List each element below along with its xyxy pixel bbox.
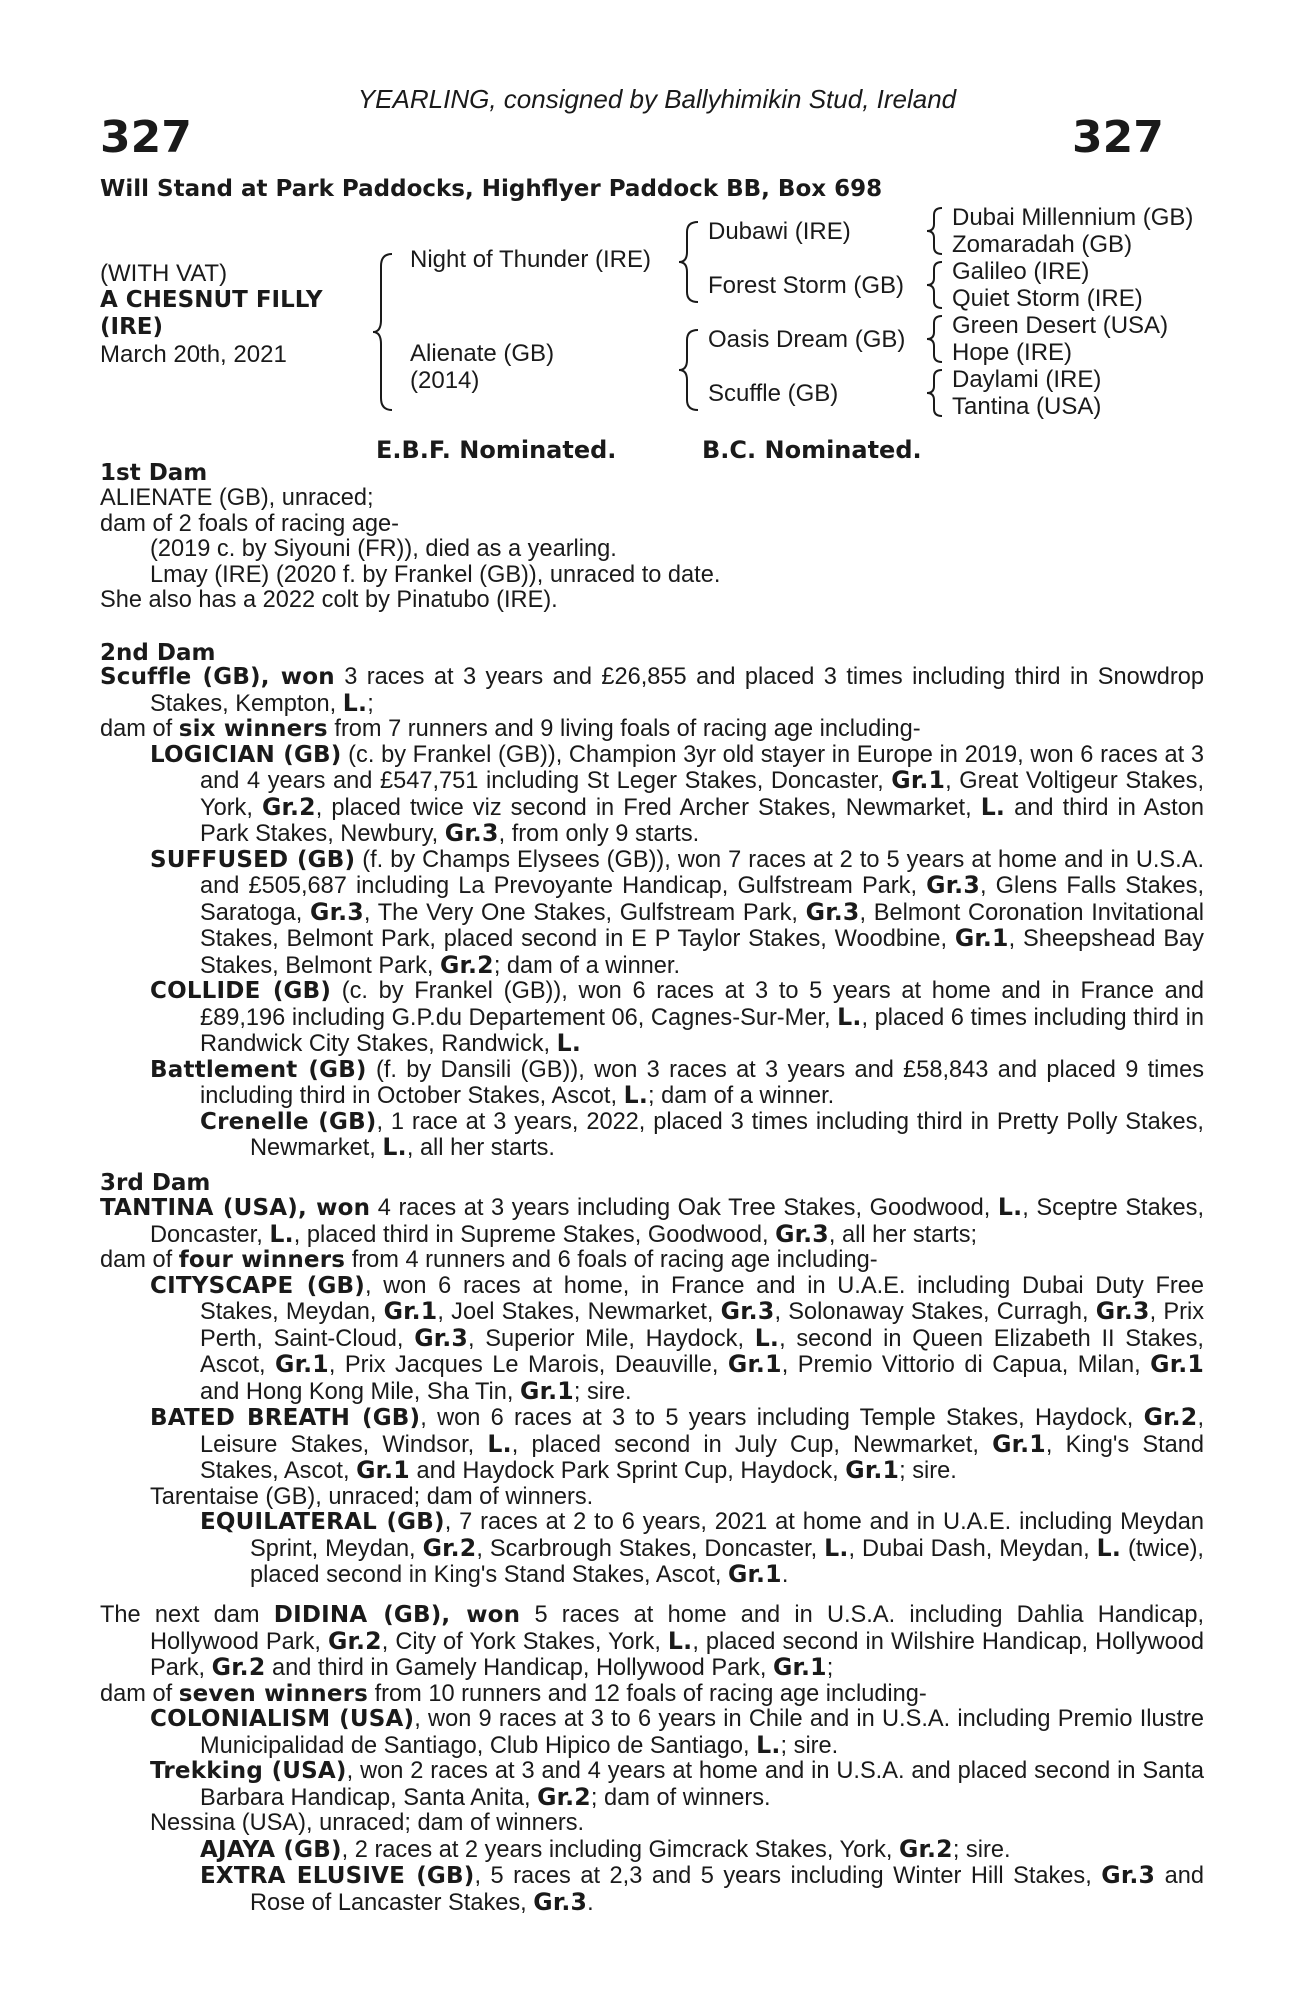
foal-2020: Lmay (IRE) (2020 f. by Frankel (GB)), unraced to date. [150,561,721,588]
dam-year: (2014) [410,367,480,394]
ggdam-4: Tantina (USA) [952,393,1102,420]
second-dam-section [100,665,1204,1162]
brace-main [372,252,394,412]
ebf-nomination: E.B.F. Nominated. [376,436,617,464]
progeny-suffused: SUFFUSED (GB) (f. by Champs Elysees (GB)), won 7 races at 2 to 5 years at home and in U.S.A. and £505,687 including La Prevoyante Handicap, Gulfstream Park, Gr.3, Glens Falls Stakes, Saratoga, Gr.3, The Very One Stakes, Gulfstream Park, Gr.3, Belmont Coronation Invitational Stakes, Belmont Park, placed second in E P Taylor Stakes, Woodbine, Gr.1, Sheepshead Bay Stakes, Belmont Park, Gr.2; dam of a winner. [150,846,1204,979]
brace-dam [678,328,700,412]
brace-g2 [926,260,944,310]
vat-note: (WITH VAT) [100,260,228,287]
progeny-extra-elusive: EXTRA ELUSIVE (GB), 5 races at 2,3 and 5 years including Winter Hill Stakes, Gr.3 and Rose of Lancaster Stakes, Gr.3. [200,1861,1204,1916]
stand-location: Will Stand at Park Paddocks, Highflyer Paddock BB, Box 698 [100,176,883,202]
brace-sire [678,220,700,304]
foal-2019: (2019 c. by Siyouni (FR)), died as a yearling. [150,536,617,562]
ggsire-1: Dubai Millennium (GB) [952,204,1194,231]
progeny-bated-breath: BATED BREATH (GB), won 6 races at 3 to 5 years including Temple Stakes, Haydock, Gr.2, Leisure Stakes, Windsor, L., placed second in July Cup, Newmarket, Gr.1, King's Stand Stakes, Ascot, Gr.1 and Haydock Park Sprint Cup, Haydock, Gr.1; sire. [150,1403,1204,1484]
progeny-crenelle: Crenelle (GB), 1 race at 3 years, 2022, placed 3 times including third in Pretty Polly Stakes, Newmarket, L., all her starts. [200,1108,1204,1161]
ggsire-4: Daylami (IRE) [952,366,1102,393]
pedigree-table [0,0,1314,470]
ggdam-1: Zomaradah (GB) [952,231,1133,258]
third-dam-heading: 3rd Dam [100,1170,211,1196]
first-dam-heading: 1st Dam [100,460,208,486]
progeny-tarentaise: Tarentaise (GB), unraced; dam of winners. [150,1483,594,1510]
sire-sire: Dubawi (IRE) [708,218,851,245]
progeny-cityscape: CITYSCAPE (GB), won 6 races at home, in France and in U.A.E. including Dubai Duty Free Stakes, Meydan, Gr.1, Joel Stakes, Newmarket, Gr.3, Solonaway Stakes, Curragh, Gr.3, Prix Perth, Saint-Cloud, Gr.3, Superior Mile, Haydock, L., second in Queen Elizabeth II Stakes, Ascot, Gr.1, Prix Jacques Le Marois, Deauville, Gr.1, Premio Vittorio di Capua, Milan, Gr.1 and Hong Kong Mile, Sha Tin, Gr.1; sire. [150,1272,1204,1405]
third-dam-produce: dam of four winners from 4 runners and 6 foals of racing age including- [100,1247,878,1273]
progeny-ajaya: AJAYA (GB), 2 races at 2 years including Gimcrack Stakes, York, Gr.2; sire. [200,1834,1011,1863]
second-dam-produce: dam of six winners from 7 runners and 9 living foals of racing age including- [100,716,921,742]
second-dam-heading: 2nd Dam [100,640,216,666]
lot-number-right: 327 [1072,112,1164,163]
dam-dam: Scuffle (GB) [708,380,839,407]
foal-2022: She also has a 2022 colt by Pinatubo (IRE). [100,587,558,613]
horse-name: A CHESNUT FILLY [100,287,323,313]
next-dam-section [100,1603,1204,1916]
ggdam-3: Hope (IRE) [952,339,1073,366]
lot-number-left: 327 [100,112,192,163]
horse-dob: March 20th, 2021 [100,341,287,368]
dam-sire: Oasis Dream (GB) [708,326,906,353]
ggdam-2: Quiet Storm (IRE) [952,285,1143,312]
header-title: YEARLING, consigned by Ballyhimikin Stud, Ireland [357,84,957,114]
brace-g4 [926,368,944,418]
progeny-nessina: Nessina (USA), unraced; dam of winners. [150,1810,585,1836]
progeny-equilateral: EQUILATERAL (GB), 7 races at 2 to 6 years, 2021 at home and in U.A.E. including Meydan Sprint, Meydan, Gr.2, Scarbrough Stakes, Doncaster, L., Dubai Dash, Meydan, L. (twice), placed second in King's Stand Stakes, Ascot, Gr.1. [200,1509,1205,1588]
progeny-collide: COLLIDE (GB) (c. by Frankel (GB)), won 6 races at 3 to 5 years at home and in France and £89,196 including G.P.du Departement 06, Cagnes-Sur-Mer, L., placed 6 times including third in Randwick City Stakes, Randwick, L. [150,978,1204,1057]
brace-g1 [926,206,944,256]
horse-origin: (IRE) [100,314,164,340]
first-dam-section [100,486,1204,614]
first-dam-foals: dam of 2 foals of racing age- [100,510,400,537]
progeny-logician: LOGICIAN (GB) (c. by Frankel (GB)), Champion 3yr old stayer in Europe in 2019, won 6 races at 3 and 4 years and £547,751 including St Leger Stakes, Doncaster, Gr.1, Great Voltigeur Stakes, York, Gr.2, placed twice viz second in Fred Archer Stakes, Newmarket, L. and third in Aston Park Stakes, Newbury, Gr.3, from only 9 starts. [150,741,1204,847]
next-dam-produce: dam of seven winners from 10 runners and 12 foals of racing age including- [100,1680,927,1707]
ggsire-3: Green Desert (USA) [952,312,1169,339]
ggsire-2: Galileo (IRE) [952,258,1090,285]
third-dam-record: TANTINA (USA), won 4 races at 3 years including Oak Tree Stakes, Goodwood, L., Sceptre Stakes, Doncaster, L., placed third in Supreme Stakes, Goodwood, Gr.3, all her starts; [100,1193,1205,1248]
first-dam-line: ALIENATE (GB), unraced; [100,485,374,511]
sire-dam: Forest Storm (GB) [708,272,905,299]
dam: Alienate (GB) [410,340,555,367]
progeny-battlement: Battlement (GB) (f. by Dansili (GB)), won 3 races at 3 years and £58,843 and placed 9 times including third in October Stakes, Ascot, L.; dam of a winner. [150,1056,1204,1109]
bc-nomination: B.C. Nominated. [702,436,922,464]
brace-g3 [926,314,944,364]
second-dam-record: Scuffle (GB), won 3 races at 3 years and £26,855 and placed 3 times including third in Snowdrop Stakes, Kempton, L.; [100,664,1204,717]
sire: Night of Thunder (IRE) [410,246,651,273]
progeny-colonialism: COLONIALISM (USA), won 9 races at 3 to 6 years in Chile and in U.S.A. including Premio Ilustre Municipalidad de Santiago, Club Hipico de Santiago, L.; sire. [150,1706,1204,1759]
next-dam-record: The next dam DIDINA (GB), won 5 races at home and in U.S.A. including Dahlia Handicap, Hollywood Park, Gr.2, City of York Stakes, York, L., placed second in Wilshire Handicap, Hollywood Park, Gr.2 and third in Gamely Handicap, Hollywood Park, Gr.1; [100,1602,1204,1681]
third-dam-section [100,1195,1204,1589]
progeny-trekking: Trekking (USA), won 2 races at 3 and 4 years at home and in U.S.A. and placed second in Santa Barbara Handicap, Santa Anita, Gr.2; dam of winners. [150,1758,1205,1811]
